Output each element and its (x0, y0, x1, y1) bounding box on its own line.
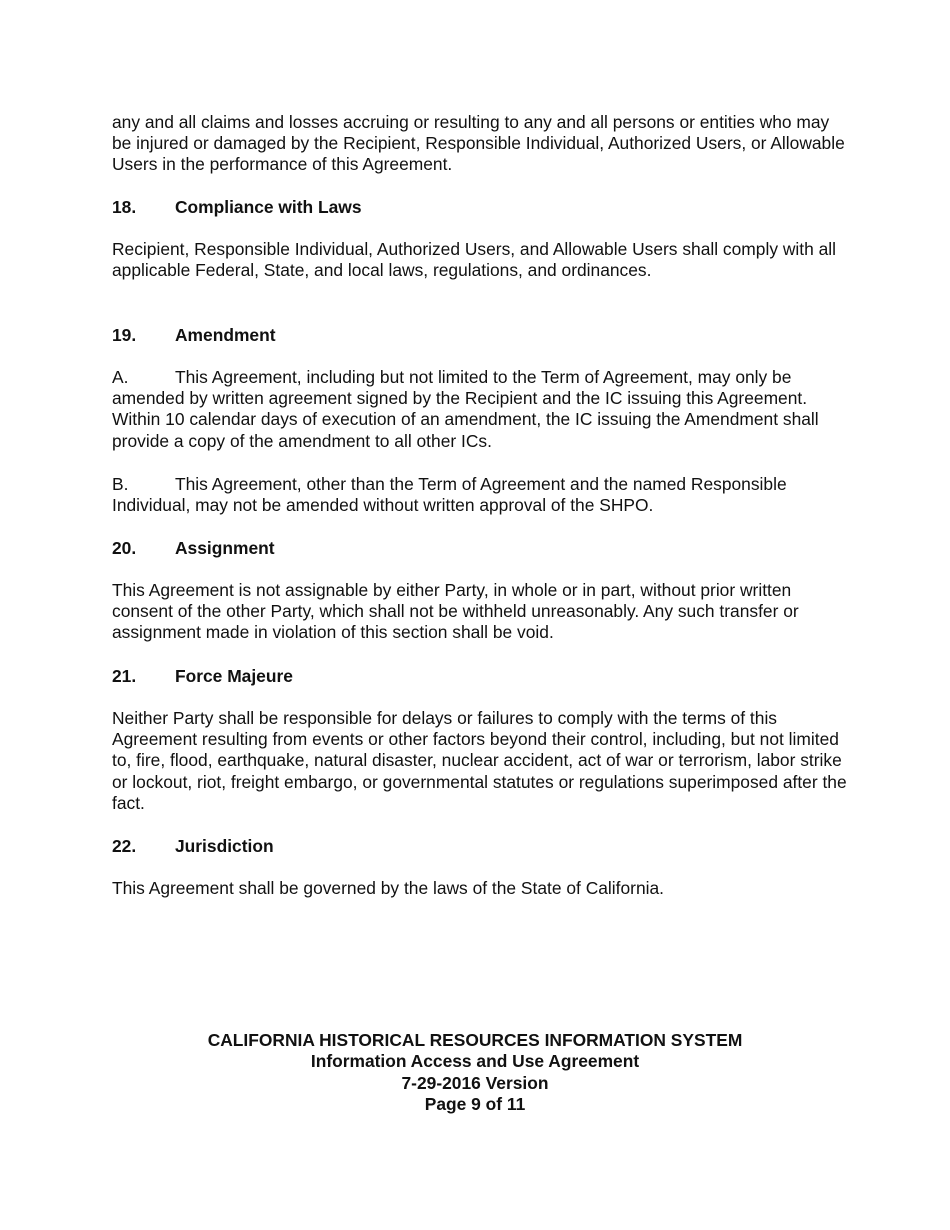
section-number: 22. (112, 836, 137, 856)
section-title: Jurisdiction (175, 836, 274, 856)
section-title: Compliance with Laws (175, 197, 362, 217)
subsection-letter: B. (112, 474, 129, 494)
footer-document-title: Information Access and Use Agreement (310, 1051, 640, 1072)
section-20-body: This Agreement is not assignable by either Party, in whole or in part, without prior written consent of the other Party, which shall not be withheld unreasonably. Any such transfer or assignment made in violation of this section shall be void. (112, 580, 799, 643)
section-number: 19. (112, 325, 137, 345)
footer-page-number: Page 9 of 11 (424, 1094, 526, 1115)
subsection-letter: A. (112, 367, 129, 387)
section-21-body: Neither Party shall be responsible for delays or failures to comply with the terms of this Agreement resulting from events or other factors beyond their control, including, but not limited to, fire, flood, earthquake, natural disaster, nuclear accident, act of war or terrorism, labor strike or lockout, riot, freight embargo, or governmental statutes or regulations superimposed after the fact. (112, 708, 847, 813)
section-18-body: Recipient, Responsible Individual, Authorized Users, and Allowable Users shall comply with all applicable Federal, State, and local laws, regulations, and ordinances. (112, 239, 837, 281)
section-19-paragraph-b (112, 474, 847, 516)
intro-paragraph: any and all claims and losses accruing or resulting to any and all persons or entities who may be injured or damaged by the Recipient, Responsible Individual, Authorized Users, or Allowable Users in the performance of this Agreement. (112, 112, 845, 175)
section-title: Amendment (175, 325, 276, 345)
section-20-heading (112, 538, 275, 559)
section-number: 18. (112, 197, 137, 217)
section-title: Assignment (175, 538, 275, 558)
page-footer (0, 1030, 950, 1116)
subsection-text: This Agreement, other than the Term of Agreement and the named Responsible Individual, may not be amended without written approval of the SHPO. (112, 474, 787, 516)
section-18-heading (112, 197, 362, 218)
section-22-body: This Agreement shall be governed by the laws of the State of California. (112, 878, 664, 898)
section-21-heading (112, 666, 293, 687)
section-number: 21. (112, 666, 137, 686)
section-number: 20. (112, 538, 137, 558)
subsection-text: This Agreement, including but not limited to the Term of Agreement, may only be amended by written agreement signed by the Recipient and the IC issuing this Agreement. Within 10 calendar days of execution of an amendment, the IC issuing the Amendment shall provide a copy of the amendment to all other ICs. (112, 367, 819, 451)
footer-system-name: CALIFORNIA HISTORICAL RESOURCES INFORMATION SYSTEM (207, 1030, 743, 1050)
footer-version: 7-29-2016 Version (401, 1072, 549, 1093)
section-19-heading (112, 325, 276, 346)
section-title: Force Majeure (175, 666, 293, 686)
section-19-paragraph-a (112, 367, 847, 452)
section-22-heading (112, 836, 274, 857)
